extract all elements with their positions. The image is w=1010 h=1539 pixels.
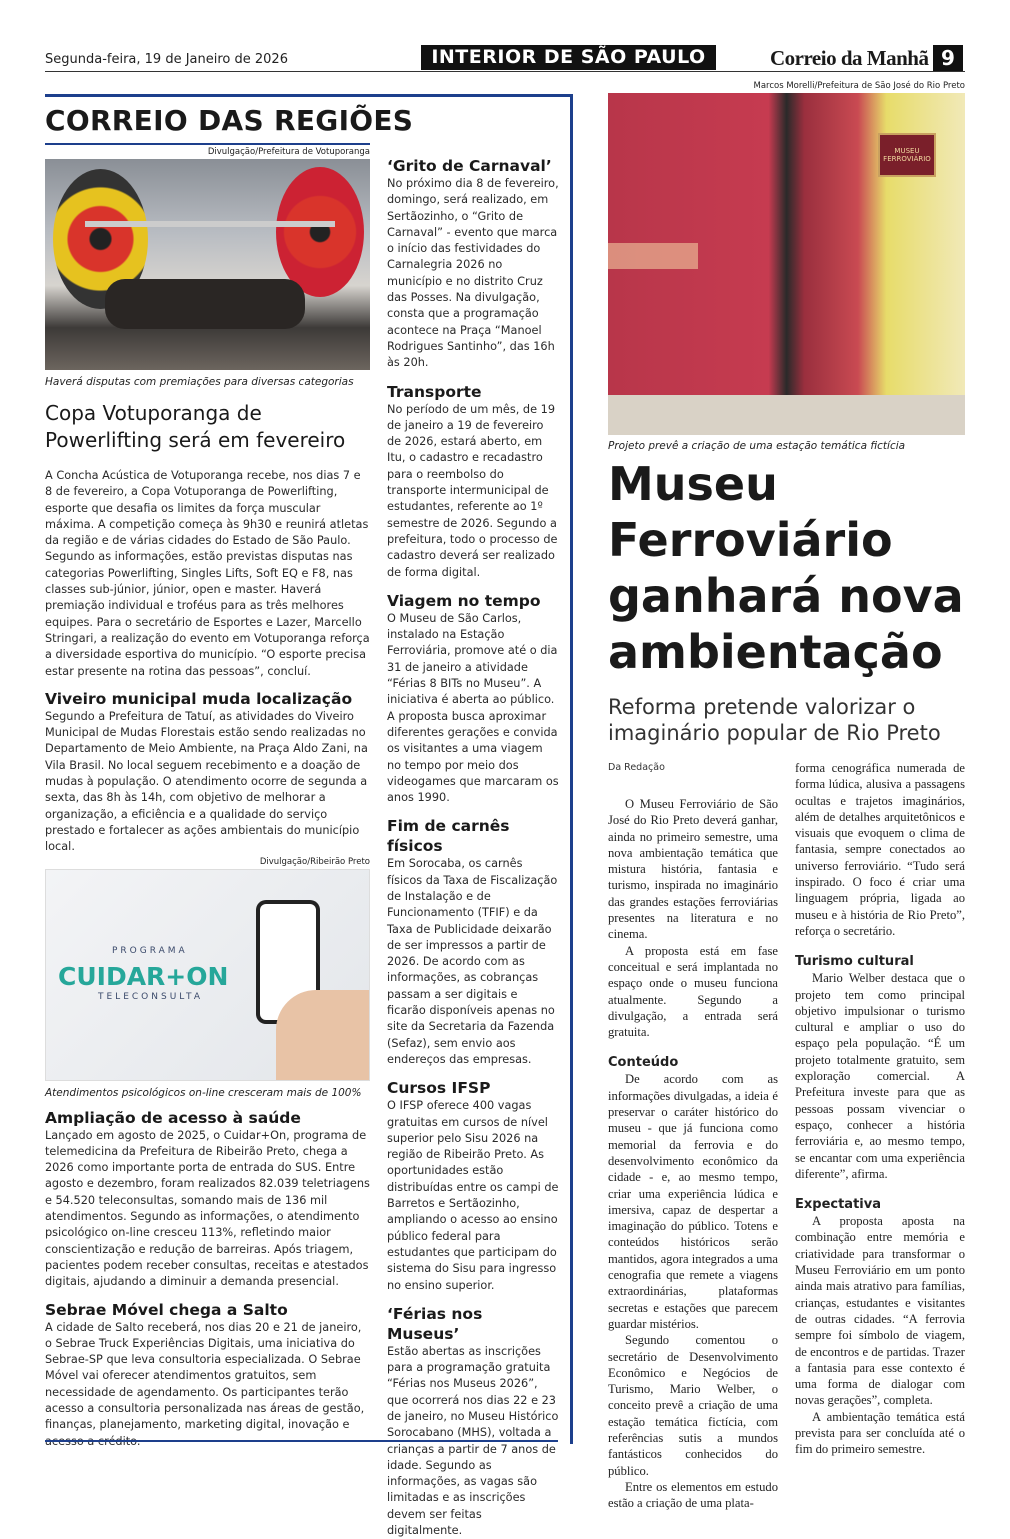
paragraph: A proposta aposta na combinação entre memória e criatividade para transformar o Museu Ferroviário em um ponto ainda mais atrativo para famílias, crianças, estudantes e visitantes de outras cidades. “A ferrovia sempre foi símbolo de viagem, de encontros e de partidas. Trazer a fantasia para esse contexto é uma forma de dialogar com novas gerações”, completa.: [795, 1214, 965, 1408]
brief-title: Fim de carnês físicos: [387, 817, 510, 856]
section-title: CORREIO DAS REGIÕES: [45, 104, 414, 137]
article-headline: Ampliação de acesso à saúde: [45, 1108, 301, 1127]
byline: Da Redação: [608, 762, 665, 773]
section-banner: INTERIOR DE SÃO PAULO: [421, 45, 716, 70]
column-divider: [570, 94, 573, 1444]
paragraph: Mario Welber destaca que o projeto tem como principal objetivo impulsionar o turismo cultural e ampliar o uso do espaço pela população. “É um projeto totalmente gratuito, sem exploração comercial. A Prefeitura investe para que as pessoas possam vivenciar o espaço, conhecer a história ferroviária e, ao mesmo tempo, se encantar com uma experiência diferente”, afirma.: [795, 971, 965, 1181]
newspaper-logo: Correio da Manhã: [770, 46, 929, 70]
brief-body: O IFSP oferece 400 vagas gratuitas em cursos de nível superior pelo Sisu 2026 na região de Ribeirão Preto. As oportunidades estão distribuídas entre os campi de Barretos e Sertãozinho, ampliando o acesso ao ensino público federal para estudantes que participam do sistema do Sisu para ingresso no ensino superior.: [387, 1099, 559, 1292]
brief-title: Viagem no tempo: [387, 591, 541, 610]
article-body: Segundo a Prefeitura de Tatuí, as atividades do Viveiro Municipal de Mudas Florestais estão sendo realizadas no Departamento de Meio Ambiente, na Praça Aldo Zani, na Vila Brasil. No local seguem recebimento e a doação de mudas à população. O atendimento ocorre de segunda a sexta, das 8h às 14h, com objetivo de melhorar a organização, a eficiência e a qualidade do serviço prestado e fortalecer as ações ambientais do município local.: [45, 709, 368, 854]
photo-credit: Divulgação/Prefeitura de Votuporanga: [207, 147, 370, 157]
article-headline: Sebrae Móvel chega a Salto: [45, 1300, 288, 1319]
photo-caption: Projeto prevê a criação de uma estação temática fictícia: [608, 440, 906, 452]
bottom-rule: [45, 1440, 558, 1442]
cuidar-on-graphic: [45, 869, 370, 1081]
article-body: Lançado em agosto de 2025, o Cuidar+On, programa de telemedicina da Prefeitura de Ribeirão Preto, chega a 2026 como importante porta de entrada do SUS. Entre agosto e dezembro, foram realizados 82.039 teletriagens e 54.520 teleconsultas, somando mais de 136 mil atendimentos. Segundo as informações, o atendimento psicológico on-line cresceu 113%, refletindo maior conscientização e redução de barreiras. Após triagem, pacientes podem receber consultas, receitas e atestados digitais, ajudando a diminuir a demanda presencial.: [45, 1128, 370, 1289]
brief-title: Cursos IFSP: [387, 1079, 491, 1098]
paragraph: A ambientação temática está prevista para ser concluída até o fim do primeiro semestre.: [795, 1409, 965, 1457]
main-headline: Museu Ferroviário ganhará nova ambientação: [608, 457, 964, 679]
page-number: 9: [933, 45, 963, 71]
brief-body: No período de um mês, de 19 de janeiro a 19 de fevereiro de 2026, estará aberto, em Itu, o cadastro e recadastro para o reembolso do transporte intermunicipal de estudantes, referente ao 1º semestre de 2026. Segundo a prefeitura, todo o processo de cadastro deverá ser realizado de forma digital.: [387, 402, 558, 579]
briefs-column: [387, 156, 559, 1539]
photo-credit: Divulgação/Ribeirão Preto: [259, 856, 370, 867]
logo-top: PROGRAMA: [112, 945, 188, 956]
article-headline: Viveiro municipal muda localização: [45, 689, 353, 708]
photo-caption: Atendimentos psicológicos on-line cresceram mais de 100%: [45, 1086, 362, 1099]
paragraph: Segundo comentou o secretário de Desenvolvimento Econômico e Negócios de Turismo, Mario Welber, o conceito prevê a criação de uma estação temática fictícia, com referências sutis a mundos fantásticos conhecidos do público.: [608, 1333, 778, 1478]
subhead: Conteúdo: [608, 1055, 679, 1071]
article-body: A cidade de Salto receberá, nos dias 20 e 21 de janeiro, o Sebrae Truck Experiências Digitais, uma iniciativa do Sebrae-SP que leva consultoria especializada. O Sebrae Móvel vai oferecer atendimentos gratuitos, sem necessidade de agendamento. Os participantes terão acesso a consultoria personalizada nas áreas de gestão, finanças, planejamento, marketing digital, inovação e: [45, 1320, 365, 1432]
issue-date: Segunda-feira, 19 de Janeiro de 2026: [45, 52, 288, 67]
article-body: A Concha Acústica de Votuporanga recebe, nos dias 7 e 8 de fevereiro, a Copa Votuporanga de Powerlifting, esporte que desafia os limites da força muscular máxima. A competição começa às 9h30 e reunirá atletas da região e de várias cidades do Estado de São Paulo. Segundo as informações, estão previstas disputas nas categorias Powerlifting, Singles Lifts, Soft EQ e F8, nas classes sub-júnior, júnior, open e master. Haverá premiação individual e troféus para as três melhores equipes. Para o secretário de Esportes e Lazer, Marcello Stringari, a realização do evento em Votuporanga reforça a diversidade esportiva do município. “O esporte precisa estar presente na rotina das pessoas”, concluí.: [45, 469, 370, 678]
brief-body: O Museu de São Carlos, instalado na Estação Ferroviária, promove até o dia 31 de janeiro a atividade “Férias 8 BITs no Museu”. A iniciativa é aberta ao público. A proposta busca aproximar diferentes gerações e convida os visitantes a uma viagem no tempo por meio dos videogames que marcaram os anos 1990.: [387, 611, 559, 805]
paragraph: De acordo com as informações divulgadas, a ideia é preservar o caráter histórico do museu - que já funciona como memorial da ferrovia e do desenvolvimento econômico da cidade - e, ao mesmo tempo, criar uma experiência lúdica e imersiva, capaz de despertar a imaginação do público. Totens e conteúdos históricos serão mantidos, agora integrados a uma cenografia que remete a viagens extraordinárias, plataformas secretas e estações que parecem guardar mistérios.: [608, 1072, 778, 1331]
museum-wall-lettering: [608, 243, 698, 269]
section-title-rule: [45, 143, 370, 145]
powerlifting-photo: [45, 159, 370, 370]
brief-title: Transporte: [387, 382, 482, 401]
museum-photo: [608, 93, 965, 435]
header-divider: [45, 71, 965, 72]
brief-title: ‘Grito de Carnaval’: [387, 157, 552, 175]
subhead: Turismo cultural: [795, 954, 914, 970]
paragraph: Entre os elementos em estudo estão a criação de uma plata-: [608, 1479, 778, 1511]
logo-main: CUIDAR+ON: [58, 961, 229, 991]
brief-body: No próximo dia 8 de fevereiro, domingo, será realizado, em Sertãozinho, o “Grito de Carnaval” - evento que marca o início das festividades do Carnalegria 2026 no município e no distrito Cruz das Posses. Na divulgação, consta que a programação acontece na Praça “Manoel Rodrigues Santinho”, das 16h às 20h.: [387, 177, 559, 370]
subheadline: Reforma pretende valorizar o imaginário popular de Rio Preto: [608, 695, 941, 745]
photo-credit: Marcos Morelli/Prefeitura de São José do Rio Preto: [753, 81, 965, 91]
brief-body: Em Sorocaba, os carnês físicos da Taxa de Fiscalização de Instalação e de Funcionamento (TFIF) e da Taxa de Publicidade deixarão de ser impressos a partir de 2026. De acordo com as informações, as cobranças passam a ser digitais e ficarão disponíveis apenas no site da Secretaria da Fazenda (Sefaz), sem envio aos endereços das empresas.: [387, 857, 558, 1066]
paragraph: O Museu Ferroviário de São José do Rio Preto deverá ganhar, ainda no primeiro semestre, uma nova ambientação temática que mistura história, fantasia e turismo, inspirada no imaginário das grandes estações ferroviárias presentes na literatura e no cinema.: [608, 797, 778, 942]
feature-article: [608, 456, 968, 1511]
paragraph: A proposta está em fase conceitual e será implantada no espaço onde o museu funciona atualmente. Segundo a divulgação, a entrada será gratuita.: [608, 943, 778, 1040]
article-headline: Copa Votuporanga de Powerlifting será em fevereiro: [45, 401, 346, 452]
article-column-1: [608, 760, 778, 1511]
museum-sign: MUSEU FERROVIÁRIO: [878, 133, 936, 177]
logo-bottom: TELECONSULTA: [98, 991, 204, 1002]
article-column-2: [795, 760, 965, 1511]
section-top-rule: [45, 94, 570, 97]
photo-caption: Haverá disputas com premiações para diversas categorias: [45, 376, 354, 388]
brief-title: ‘Férias nos Museus’: [387, 1304, 483, 1343]
paragraph: forma cenográfica numerada de forma lúdica, alusiva a passagens ocultas e trajetos imaginários, além de detalhes arquitetônicos e visuais que evoquem o clima de fantasia, sempre conectados ao universo ferroviário. “Tudo será inspirado. O foco é criar uma linguagem própria, ligada ao museu e à história de Rio Preto”, reforça o secretário.: [795, 761, 965, 938]
subhead: Expectativa: [795, 1197, 881, 1213]
brief-body: Estão abertas as inscrições para a programação gratuita “Férias nos Museus 2026”, que ocorrerá nos dias 22 e 23 de janeiro, no Museu Histórico Sorocabano (MHS), voltada a crianças a partir de 7 anos de idade. Segundo as informações, as vagas são limitadas e as inscrições devem ser feitas digitalmente.: [387, 1344, 559, 1538]
